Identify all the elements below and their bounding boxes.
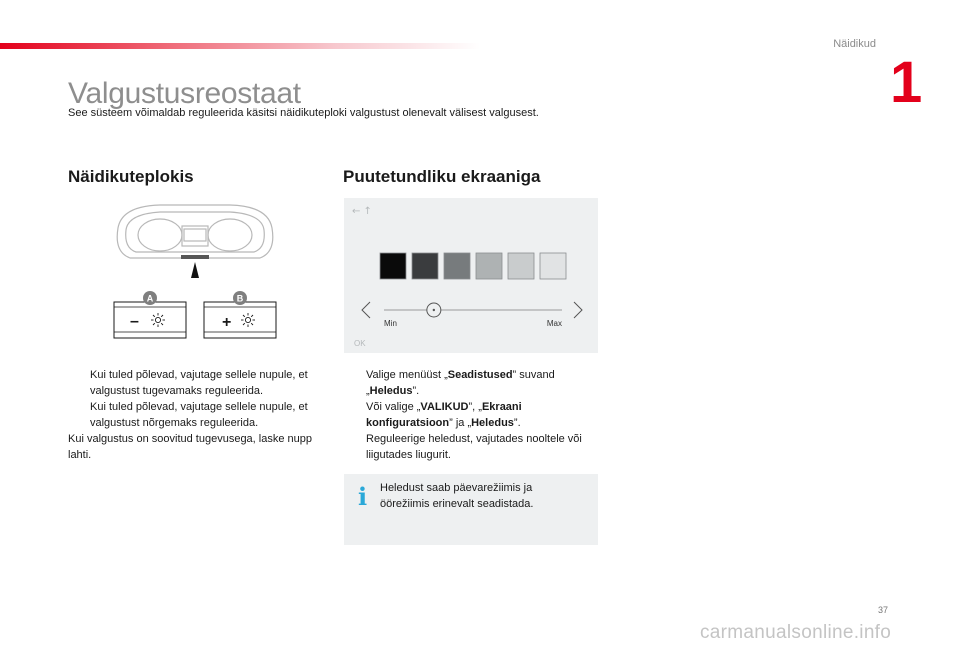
header-accent-bar (0, 43, 480, 49)
touchscreen-drawing (344, 198, 598, 353)
chapter-label: Näidikud (833, 38, 876, 50)
release-note: Kui valgustus on soovitud tugevusega, laske nupp lahti. (68, 433, 312, 461)
instrument-cluster-illustration (110, 200, 280, 345)
instruction-text: Valige menüüst „Seadistused” suvand „Heledus”. Või valige „VALIKUD”, „Ekraani konfiguratsioon” ja „Heledus”. (366, 369, 555, 429)
button-b-label: B (236, 293, 244, 304)
slider-knob[interactable] (427, 303, 441, 317)
info-text: Heledust saab päevarežiimis ja öörežiimis erinevalt seadistada. (380, 482, 534, 510)
watermark: carmanualsonline.info (700, 622, 892, 643)
info-icon: i (358, 482, 368, 511)
touchscreen-instructions (344, 367, 604, 463)
brightness-swatches (380, 253, 566, 279)
brightness-swatch[interactable] (412, 253, 438, 279)
instrument-cluster-drawing (110, 200, 280, 345)
slider-min-label: Min (384, 319, 397, 328)
left-arrow-icon[interactable] (362, 302, 370, 318)
instruction-text: Reguleerige heledust, vajutades nooltele või liigutades liugurit. (366, 433, 582, 461)
chapter-number: 1 (890, 50, 923, 115)
instruction-text: Kui tuled põlevad, vajutage sellele nupule, et valgustust tugevamaks reguleerida. (90, 369, 308, 397)
list-item (68, 399, 328, 431)
button-a-label: A (146, 293, 154, 304)
list-item (344, 367, 604, 431)
brightness-swatch[interactable] (508, 253, 534, 279)
brightness-swatch[interactable] (444, 253, 470, 279)
info-box (344, 474, 598, 545)
minus-symbol: – (130, 313, 139, 330)
back-arrow-icon[interactable]: ← ↑ (352, 206, 372, 217)
page-number: 37 (878, 605, 889, 615)
list-item (68, 367, 328, 399)
touchscreen-brightness-illustration (344, 198, 598, 353)
brightness-swatch[interactable] (380, 253, 406, 279)
plus-symbol: + (222, 314, 232, 331)
right-arrow-icon[interactable] (574, 302, 582, 318)
page-subtitle: See süsteem võimaldab reguleerida käsitsi näidikuteploki valgustust olenevalt välisest valgusest. (68, 107, 539, 119)
section-heading-instrument-panel: Näidikuteplokis (68, 167, 194, 186)
page-title: Valgustusreostaat (68, 77, 301, 110)
slider-max-label: Max (546, 319, 562, 328)
brightness-swatch[interactable] (476, 253, 502, 279)
ok-button[interactable]: OK (354, 339, 366, 348)
instruction-text: Kui tuled põlevad, vajutage sellele nupule, et valgustust nõrgemaks reguleerida. (90, 401, 308, 429)
instrument-panel-instructions (68, 367, 328, 463)
section-heading-touchscreen: Puutetundliku ekraaniga (343, 167, 541, 186)
brightness-swatch[interactable] (540, 253, 566, 279)
list-item (344, 431, 604, 463)
